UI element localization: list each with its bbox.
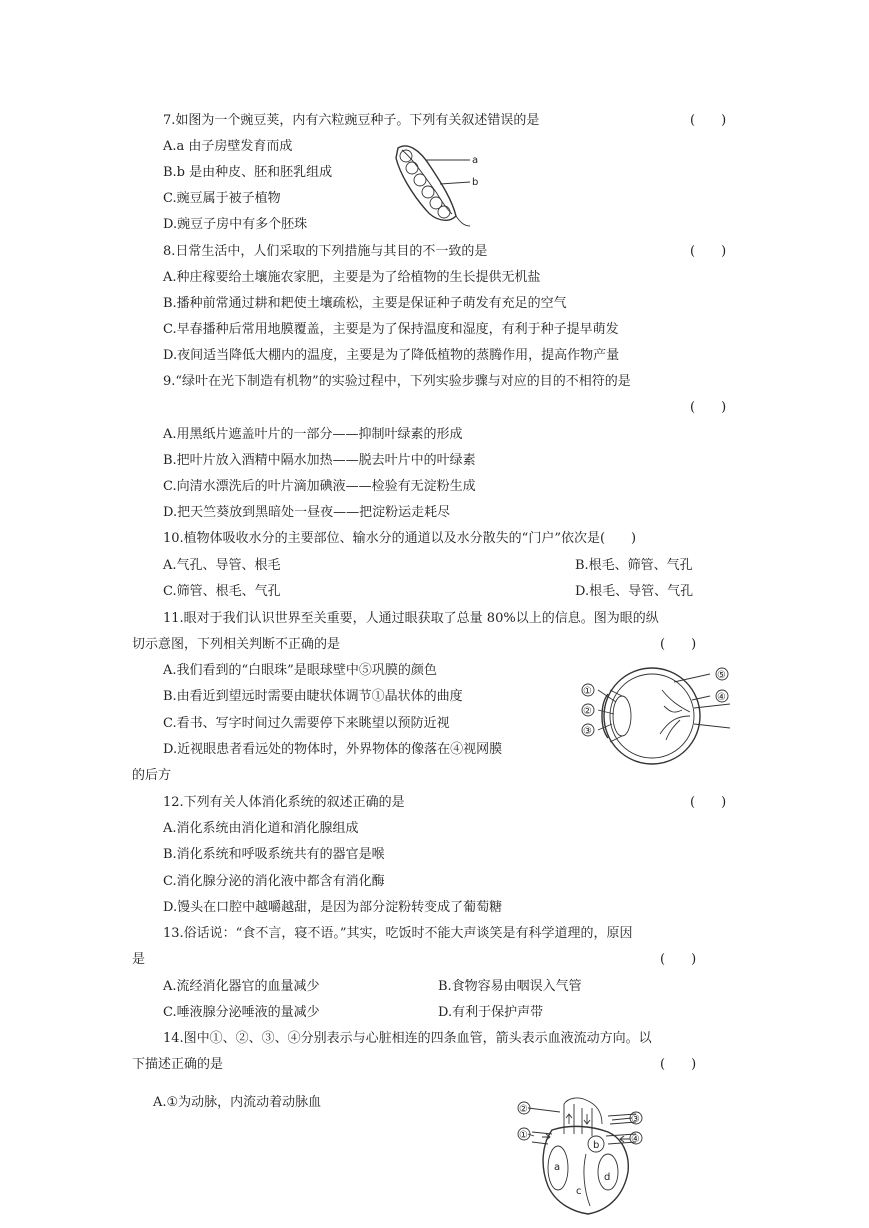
q13-option-d: D.有利于保护声带 [438, 1005, 544, 1020]
q9-answer-blank[interactable]: ( ) [690, 400, 727, 415]
eye-label-1: ① [583, 686, 592, 697]
heart-label-2: ② [519, 1104, 528, 1115]
pea-label-b: b [472, 177, 479, 188]
q9-option-c: C.向清水漂洗后的叶片滴加碘液——检验有无淀粉生成 [163, 479, 476, 494]
heart-label-4: ④ [631, 1134, 640, 1145]
pea-label-a: a [472, 155, 479, 166]
q11-stem-line2: 切示意图，下列相关判断不正确的是 [132, 637, 341, 652]
q13-stem-line1: 13.俗话说：“食不言，寝不语。”其实，吃饭时不能大声谈笑是有科学道理的，原因 [163, 926, 633, 941]
q11-option-d: D.近视眼患者看远处的物体时，外界物体的像落在④视网膜 [163, 742, 503, 757]
q14-option-a: A.①为动脉，内流动着动脉血 [153, 1095, 322, 1110]
q7-option-a: A.a 由子房壁发育而成 [163, 139, 293, 154]
q11-option-b: B.由看近到望远时需要由睫状体调节①晶状体的曲度 [163, 689, 463, 704]
q7-option-d: D.豌豆子房中有多个胚珠 [163, 217, 308, 232]
q8-option-a: A.种庄稼要给土壤施农家肥，主要是为了给植物的生长提供无机盐 [163, 270, 541, 285]
eye-label-3: ③ [583, 726, 592, 737]
q8-stem: 8.日常生活中，人们采取的下列措施与其目的不一致的是 [163, 244, 488, 259]
pea-pod-figure [390, 140, 500, 230]
heart-diagram-figure [512, 1094, 652, 1218]
q8-option-b: B.播种前常通过耕和耙使土壤疏松，主要是保证种子萌发有充足的空气 [163, 296, 567, 311]
q11-option-d-continued: 的后方 [132, 768, 172, 783]
eye-label-2: ② [583, 706, 592, 717]
q9-option-d: D.把天竺葵放到黑暗处一昼夜——把淀粉运走耗尽 [163, 505, 451, 520]
q8-option-d: D.夜间适当降低大棚内的温度，主要是为了降低植物的蒸腾作用，提高作物产量 [163, 348, 620, 363]
q10-option-d: D.根毛、导管、气孔 [575, 584, 694, 599]
q12-option-c: C.消化腺分泌的消化液中都含有消化酶 [163, 874, 385, 889]
q7-option-c: C.豌豆属于被子植物 [163, 191, 281, 206]
heart-label-1: ① [519, 1130, 528, 1141]
q11-answer-blank[interactable]: ( ) [660, 637, 697, 652]
q7-option-b: B.b 是由种皮、胚和胚乳组成 [163, 165, 333, 180]
q12-stem: 12.下列有关人体消化系统的叙述正确的是 [163, 795, 405, 810]
q8-answer-blank[interactable]: ( ) [690, 244, 727, 259]
q8-option-c: C.早春播种后常用地膜覆盖，主要是为了保持温度和湿度，有利于种子提早萌发 [163, 322, 619, 337]
q11-option-c: C.看书、写字时间过久需要停下来眺望以预防近视 [163, 716, 450, 731]
q10-stem: 10.植物体吸收水分的主要部位、输水分的通道以及水分散失的“门户”依次是( ) [163, 531, 637, 546]
q11-stem-line1: 11.眼对于我们认识世界至关重要，人通过眼获取了总量 80%以上的信息。图为眼的纵 [163, 611, 659, 626]
q13-stem-line2: 是 [132, 952, 146, 967]
heart-label-b: b [593, 1140, 600, 1151]
heart-label-a: a [554, 1162, 561, 1173]
q11-option-a: A.我们看到的“白眼珠”是眼球壁中⑤巩膜的颜色 [163, 663, 437, 678]
heart-label-c: c [576, 1186, 582, 1197]
q10-option-a: A.气孔、导管、根毛 [163, 558, 281, 573]
eye-label-4: ④ [717, 692, 726, 703]
q14-answer-blank[interactable]: ( ) [660, 1057, 697, 1072]
q12-option-a: A.消化系统由消化道和消化腺组成 [163, 821, 359, 836]
q13-option-a: A.流经消化器官的血量减少 [163, 979, 320, 994]
q9-stem: 9.“绿叶在光下制造有机物”的实验过程中，下列实验步骤与对应的目的不相符的是 [163, 374, 631, 389]
q12-option-d: D.馒头在口腔中越嚼越甜，是因为部分淀粉转变成了葡萄糖 [163, 900, 503, 915]
heart-label-d: d [604, 1172, 611, 1183]
eye-diagram-figure [570, 660, 745, 770]
q9-option-b: B.把叶片放入酒精中隔水加热——脱去叶片中的叶绿素 [163, 453, 476, 468]
q9-option-a: A.用黑纸片遮盖叶片的一部分——抑制叶绿素的形成 [163, 427, 463, 442]
q14-stem-line2: 下描述正确的是 [132, 1057, 224, 1072]
heart-label-3: ③ [631, 1114, 640, 1125]
q13-answer-blank[interactable]: ( ) [660, 952, 697, 967]
q13-option-c: C.唾液腺分泌唾液的量减少 [163, 1005, 320, 1020]
q12-answer-blank[interactable]: ( ) [690, 795, 727, 810]
q7-answer-blank[interactable]: ( ) [690, 113, 727, 128]
q10-option-c: C.筛管、根毛、气孔 [163, 584, 281, 599]
q14-stem-line1: 14.图中①、②、③、④分别表示与心脏相连的四条血管，箭头表示血液流动方向。以 [163, 1031, 652, 1046]
q13-option-b: B.食物容易由咽误入气管 [438, 979, 582, 994]
eye-label-5: ⑤ [717, 670, 726, 681]
q7-stem: 7.如图为一个豌豆荚，内有六粒豌豆种子。下列有关叙述错误的是 [163, 113, 540, 128]
q10-option-b: B.根毛、筛管、气孔 [575, 558, 693, 573]
q12-option-b: B.消化系统和呼吸系统共有的器官是喉 [163, 847, 385, 862]
